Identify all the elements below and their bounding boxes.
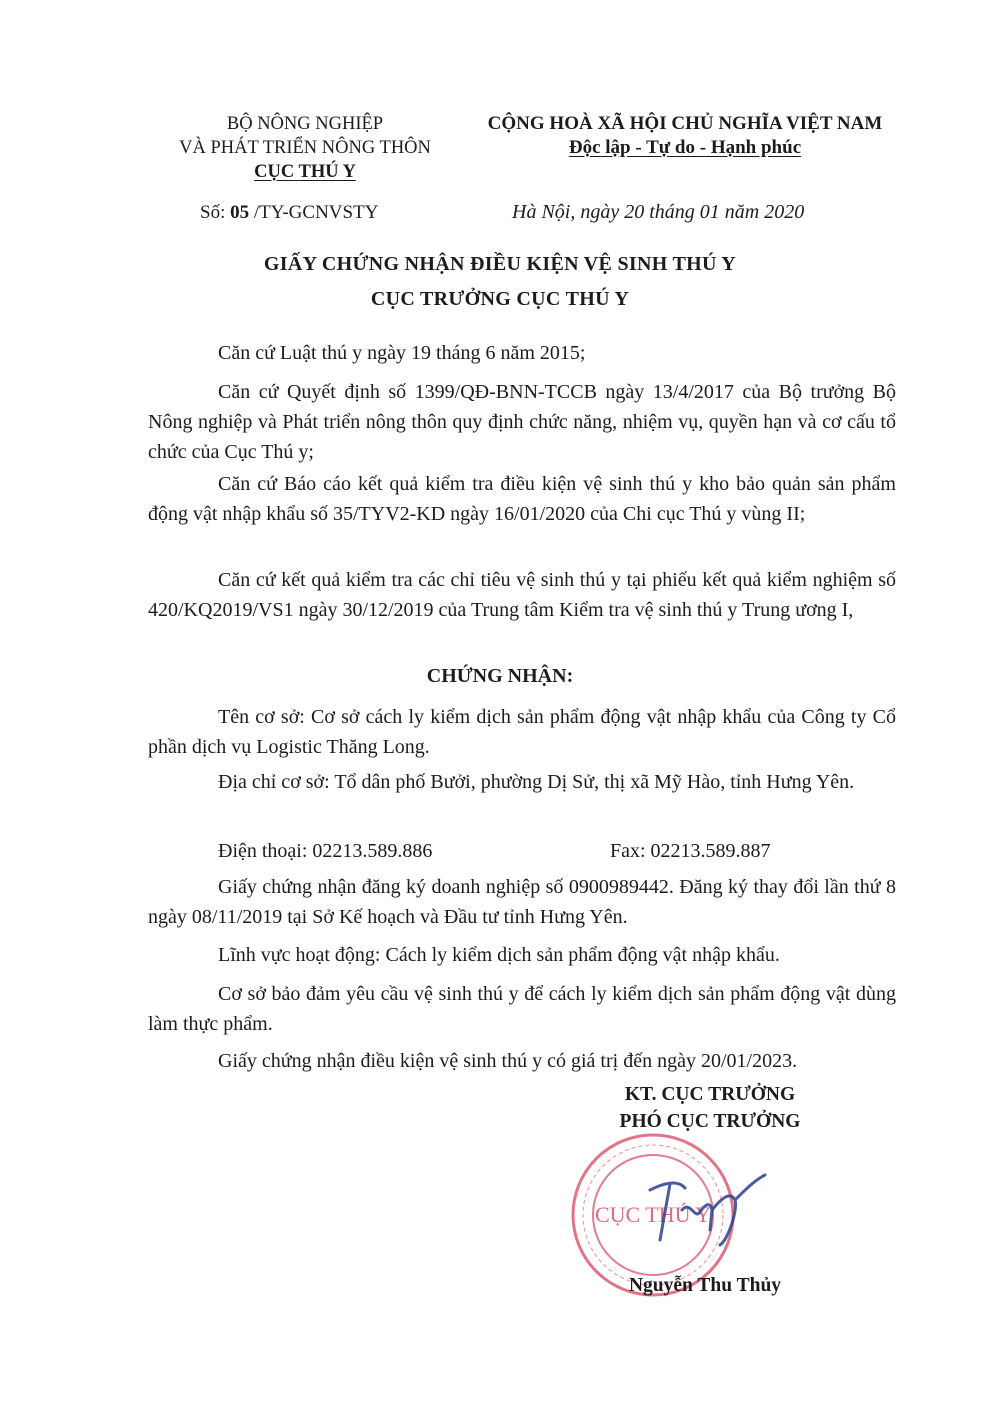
legal-basis-1: Căn cứ Luật thú y ngày 19 tháng 6 năm 2015; [218,342,586,364]
facility-address: Địa chỉ cơ sở: Tổ dân phố Bưởi, phường Dị Sử, thị xã Mỹ Hào, tỉnh Hưng Yên. [218,771,855,793]
fax: Fax: 02213.589.887 [610,840,771,862]
stamp-label: CỤC THÚ Y [594,1202,712,1227]
ministry-line-2: VÀ PHÁT TRIỂN NÔNG THÔN [179,138,431,158]
signature-position: PHÓ CỤC TRƯỞNG [619,1111,801,1132]
phone: Điện thoại: 02213.589.886 [218,840,433,862]
issuer-title: CỤC TRƯỞNG CỤC THÚ Y [370,288,630,310]
handwritten-signature [640,1170,770,1250]
registration-info: Giấy chứng nhận đăng ký doanh nghiệp số 0900989442. Đăng ký thay đổi lần thứ 8 ngày 08/11/2019 tại Sở Kế hoạch và Đầu tư tỉnh Hưng Yên. [148,876,896,928]
facility-name: Tên cơ sở: Cơ sở cách ly kiểm dịch sản phẩm động vật nhập khẩu của Công ty Cổ phần dịch vụ Logistic Thăng Long. [148,706,896,758]
ministry-line-1: BỘ NÔNG NGHIỆP [226,114,384,134]
validity: Giấy chứng nhận điều kiện vệ sinh thú y có giá trị đến ngày 20/01/2023. [218,1050,798,1072]
issuing-agency [140,112,470,184]
national-heading [460,112,910,160]
national-motto: Độc lập - Tự do - Hạnh phúc [568,137,802,158]
issue-date: Hà Nội, ngày 20 tháng 01 năm 2020 [512,201,805,223]
department-name: CỤC THÚ Y [254,162,356,182]
signature-authority: KT. CỤC TRƯỞNG [624,1084,796,1105]
contact-line [148,836,896,866]
field-of-activity: Lĩnh vực hoạt động: Cách ly kiểm dịch sản phẩm động vật nhập khẩu. [218,944,780,966]
legal-basis-2: Căn cứ Quyết định số 1399/QĐ-BNN-TCCB ngày 13/4/2017 của Bộ trưởng Bộ Nông nghiệp và Phát triển nông thôn quy định chức năng, nhiệm vụ, quyền hạn và cơ cấu tổ chức của Cục Thú y; [148,381,896,463]
legal-basis-4: Căn cứ kết quả kiểm tra các chỉ tiêu vệ sinh thú y tại phiếu kết quả kiểm nghiệm số 420/KQ2019/VS1 ngày 30/12/2019 của Trung tâm Kiểm tra vệ sinh thú y Trung ương I, [148,569,896,621]
document-title: GIẤY CHỨNG NHẬN ĐIỀU KIỆN VỆ SINH THÚ Y [263,253,737,275]
signatory-name: Nguyễn Thu Thủy [628,1275,782,1296]
hygiene-assurance: Cơ sở bảo đảm yêu cầu vệ sinh thú y để cách ly kiểm dịch sản phẩm động vật dùng làm thực phẩm. [148,983,896,1035]
certify-heading: CHỨNG NHẬN: [426,665,574,687]
country-name: CỘNG HOÀ XÃ HỘI CHỦ NGHĨA VIỆT NAM [487,113,883,134]
document-number: Số: 05 /TY-GCNVSTY [200,202,379,223]
legal-basis-3: Căn cứ Báo cáo kết quả kiểm tra điều kiện vệ sinh thú y kho bảo quản sản phẩm động vật nhập khẩu số 35/TYV2-KD ngày 16/01/2020 của Chi cục Thú y vùng II; [148,473,896,525]
